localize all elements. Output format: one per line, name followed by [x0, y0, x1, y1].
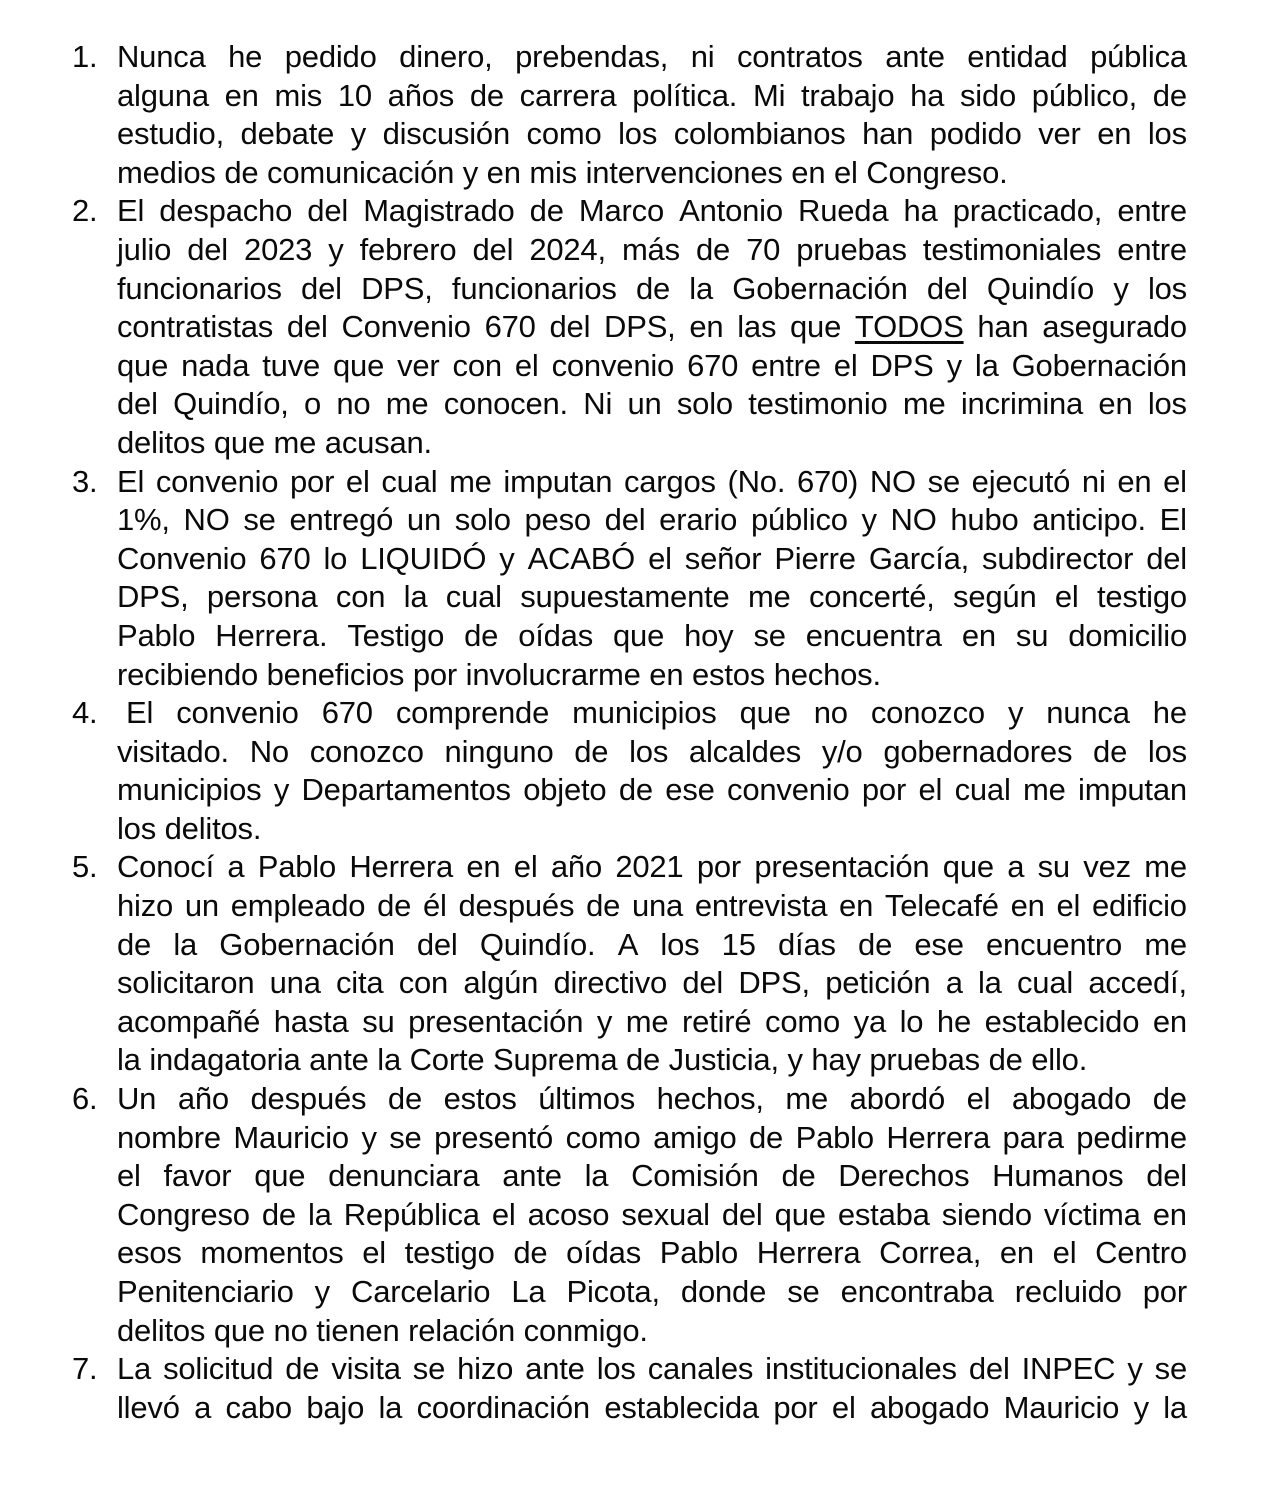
- item-number: 4.: [72, 695, 98, 731]
- text-line: los delitos.: [117, 810, 262, 846]
- item-text: [117, 1350, 1187, 1427]
- list-item: [72, 1080, 1187, 1350]
- text-line: hizo un empleado de él después de una entrevista en Telecafé en el edificio: [117, 888, 1187, 924]
- text-line: solicitaron una cita con algún directivo del DPS, petición a la cual accedí,: [117, 965, 1187, 1001]
- text-line: medios de comunicación y en mis intervenciones en el Congreso.: [117, 154, 1008, 190]
- text-line: municipios y Departamentos objeto de ese convenio por el cual me imputan: [117, 772, 1187, 808]
- text-line: funcionarios del DPS, funcionarios de la Gobernación del Quindío y los: [117, 270, 1187, 306]
- text-line: acompañé hasta su presentación y me retiré como ya lo he establecido en: [117, 1003, 1187, 1039]
- item-text: [117, 192, 1187, 462]
- text-line: nombre Mauricio y se presentó como amigo de Pablo Herrera para pedirme: [117, 1119, 1187, 1155]
- text-line: El convenio por el cual me imputan cargos (No. 670) NO se ejecutó ni en el: [117, 463, 1187, 499]
- text-line: La solicitud de visita se hizo ante los canales institucionales del INPEC y se: [117, 1351, 1187, 1387]
- text-line: estudio, debate y discusión como los colombianos han podido ver en los: [117, 116, 1187, 152]
- item-number: 7.: [72, 1351, 98, 1387]
- text-line: contratistas del Convenio 670 del DPS, en las que TODOS han asegurado: [117, 308, 1187, 347]
- list-item: [72, 463, 1187, 695]
- list-item: [72, 38, 1187, 192]
- text-line: Un año después de estos últimos hechos, me abordó el abogado de: [117, 1081, 1187, 1117]
- text-line: Penitenciario y Carcelario La Picota, donde se encontraba recluido por: [117, 1274, 1187, 1309]
- text-line: esos momentos el testigo de oídas Pablo Herrera Correa, en el Centro: [117, 1235, 1187, 1271]
- text-line: delitos que no tienen relación conmigo.: [117, 1312, 648, 1348]
- text-line: delitos que me acusan.: [117, 424, 432, 460]
- item-number: 3.: [72, 463, 98, 499]
- text-line: alguna en mis 10 años de carrera política. Mi trabajo ha sido público, de: [117, 77, 1187, 113]
- text-line: El despacho del Magistrado de Marco Antonio Rueda ha practicado, entre: [117, 193, 1187, 229]
- text-line: de la Gobernación del Quindío. A los 15 días de ese encuentro me: [117, 926, 1187, 962]
- list-item: [72, 694, 1187, 848]
- text-line: del Quindío, o no me conocen. Ni un solo testimonio me incrimina en los: [117, 386, 1187, 422]
- text-line: el favor que denunciara ante la Comisión de Derechos Humanos del: [117, 1158, 1187, 1194]
- item-text: [117, 1080, 1187, 1350]
- item-number: 2.: [72, 193, 98, 229]
- item-number: 5.: [72, 849, 98, 885]
- item-text: [117, 694, 1187, 848]
- text-line: DPS, persona con la cual supuestamente me concerté, según el testigo: [117, 579, 1187, 615]
- list-item: [72, 848, 1187, 1080]
- text-line: visitado. No conozco ninguno de los alcaldes y/o gobernadores de los: [117, 733, 1187, 769]
- text-line: que nada tuve que ver con el convenio 670 entre el DPS y la Gobernación: [117, 347, 1187, 383]
- text-line: Pablo Herrera. Testigo de oídas que hoy se encuentra en su domicilio: [117, 617, 1187, 653]
- text-line: 1%, NO se entregó un solo peso del erario público y NO hubo anticipo. El: [117, 502, 1187, 538]
- item-text: [117, 848, 1187, 1080]
- text-line: llevó a cabo bajo la coordinación establecida por el abogado Mauricio y la: [117, 1389, 1187, 1425]
- text-line: julio del 2023 y febrero del 2024, más de 70 pruebas testimoniales entre: [117, 231, 1187, 267]
- text-line: Convenio 670 lo LIQUIDÓ y ACABÓ el señor Pierre García, subdirector del: [117, 540, 1187, 576]
- list-item: [72, 192, 1187, 462]
- item-number: 1.: [72, 39, 98, 74]
- text-line: la indagatoria ante la Corte Suprema de Justicia, y hay pruebas de ello.: [117, 1042, 1088, 1078]
- text-line: recibiendo beneficios por involucrarme en estos hechos.: [117, 656, 881, 692]
- item-text: [117, 463, 1187, 695]
- item-text: [117, 38, 1187, 192]
- numbered-list: [72, 38, 1187, 1427]
- item-number: 6.: [72, 1081, 98, 1117]
- text-line: El convenio 670 comprende municipios que no conozco y nunca he: [126, 695, 1187, 731]
- text-line: Nunca he pedido dinero, prebendas, ni contratos ante entidad pública: [117, 39, 1187, 74]
- list-item: [72, 1350, 1187, 1427]
- underlined-text: TODOS: [854, 309, 964, 345]
- text-line: Congreso de la República el acoso sexual del que estaba siendo víctima en: [117, 1196, 1187, 1232]
- text-line: Conocí a Pablo Herrera en el año 2021 por presentación que a su vez me: [117, 849, 1187, 885]
